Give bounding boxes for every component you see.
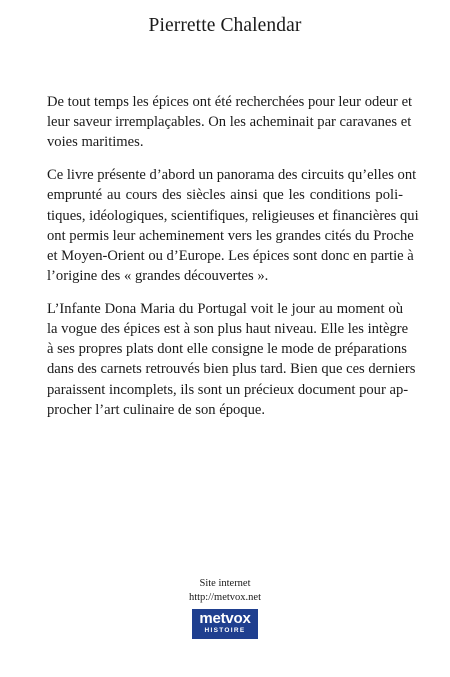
paragraph-3 [47,299,416,420]
text-line: et Moyen-Orient ou d’Europe. Les épices sont donc en partie à [47,247,414,264]
text-line: l’origine des « grandes découvertes ». [47,268,269,285]
text-line: à ses propres plats dont elle consigne le mode de préparations [47,341,407,358]
publisher-logo-subtitle: HISTOIRE [204,627,246,634]
site-label: Site internet [199,578,251,589]
text-line: Ce livre présente d’abord un panorama des circuits qu’elles ont [47,167,417,184]
site-url[interactable]: http://metvox.net [188,592,262,603]
text-line: procher l’art culinaire de son époque. [47,401,266,418]
text-line: De tout temps les épices ont été recherchées pour leur odeur et [47,94,413,110]
text-line: tiques, idéologiques, scientifiques, religieuses et financières qui [47,207,419,224]
text-line: paraissent incomplets, ils sont un précieux document pour ap- [47,381,409,398]
paragraph-2 [47,165,419,286]
back-cover-blurb [47,92,419,433]
paragraph-1 [47,92,413,153]
publisher-logo-name: metvox [199,610,251,627]
author-name: Pierrette Chalendar [148,15,302,36]
text-line: la vogue des épices est à son plus haut niveau. Elle les intègre [47,321,409,338]
text-line: dans des carnets retrouvés bien plus tard. Bien que ces derniers [47,361,416,378]
text-line: ont permis leur acheminement vers les grandes cités du Proche [47,227,414,244]
text-line: emprunté au cours des siècles ainsi que les conditions poli- [47,187,403,204]
text-line: L’Infante Dona Maria du Portugal voit le jour au moment où [47,300,403,317]
publisher-logo [192,609,258,639]
text-line: leur saveur irremplaçables. On les acheminait par caravanes et [47,114,412,131]
text-line: voies maritimes. [47,134,144,151]
